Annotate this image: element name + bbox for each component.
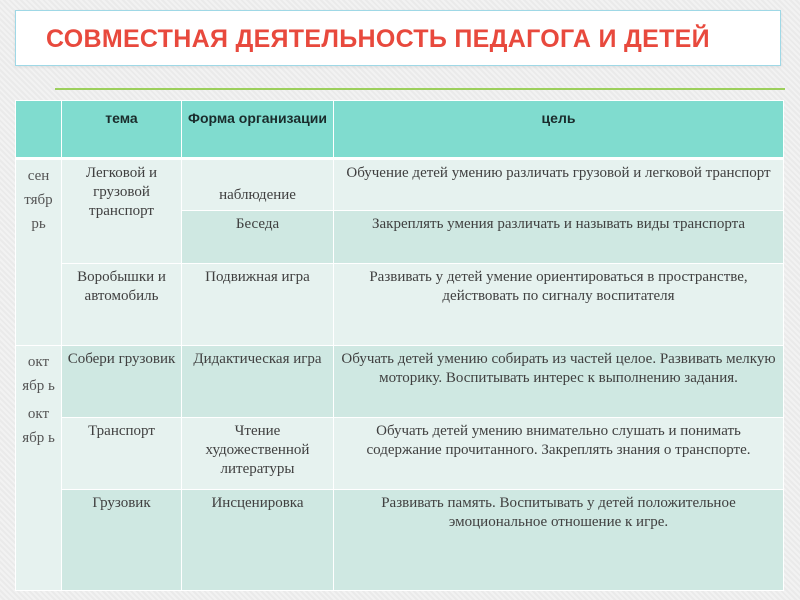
goal-cell: Обучать детей умению собирать из частей целое. Развивать мелкую моторику. Воспитывать интерес к выполнению задания. bbox=[334, 346, 784, 418]
header-row bbox=[16, 101, 784, 159]
topic-cell: Легковой и грузовой транспорт bbox=[62, 159, 182, 264]
month-label-october-repeat: окт ябр ь bbox=[22, 406, 55, 446]
form-cell: Дидактическая игра bbox=[182, 346, 334, 418]
month-cell-october bbox=[16, 346, 62, 591]
topic-cell: Транспорт bbox=[62, 418, 182, 490]
form-cell: наблюдение bbox=[182, 159, 334, 211]
form-cell: Инсценировка bbox=[182, 490, 334, 591]
header-month bbox=[16, 101, 62, 159]
goal-cell: Закреплять умения различать и называть виды транспорта bbox=[334, 211, 784, 264]
topic-cell: Воробышки и автомобиль bbox=[62, 264, 182, 346]
slide-title: СОВМЕСТНАЯ ДЕЯТЕЛЬНОСТЬ ПЕДАГОГА И ДЕТЕЙ bbox=[46, 25, 710, 53]
table-row bbox=[16, 490, 784, 591]
title-bar bbox=[15, 10, 781, 66]
table-row bbox=[16, 346, 784, 418]
form-cell: Подвижная игра bbox=[182, 264, 334, 346]
header-goal: цель bbox=[334, 101, 784, 159]
header-form: Форма организации bbox=[182, 101, 334, 159]
title-divider bbox=[55, 88, 785, 90]
goal-cell: Развивать у детей умение ориентироваться в пространстве, действовать по сигналу воспитателя bbox=[334, 264, 784, 346]
goal-cell: Развивать память. Воспитывать у детей положительное эмоциональное отношение к игре. bbox=[334, 490, 784, 591]
form-cell: Чтение художественной литературы bbox=[182, 418, 334, 490]
topic-cell: Собери грузовик bbox=[62, 346, 182, 418]
activity-table-container bbox=[15, 100, 783, 590]
month-label-september: сен тябр рь bbox=[24, 168, 53, 232]
form-cell: Беседа bbox=[182, 211, 334, 264]
month-cell-september bbox=[16, 159, 62, 346]
table-row bbox=[16, 418, 784, 490]
header-topic: тема bbox=[62, 101, 182, 159]
table-row bbox=[16, 264, 784, 346]
month-label-october: окт ябр ь bbox=[22, 354, 55, 394]
table-row bbox=[16, 159, 784, 211]
goal-cell: Обучение детей умению различать грузовой и легковой транспорт bbox=[334, 159, 784, 211]
activity-table bbox=[15, 100, 784, 591]
topic-cell: Грузовик bbox=[62, 490, 182, 591]
goal-cell: Обучать детей умению внимательно слушать и понимать содержание прочитанного. Закреплять знания о транспорте. bbox=[334, 418, 784, 490]
